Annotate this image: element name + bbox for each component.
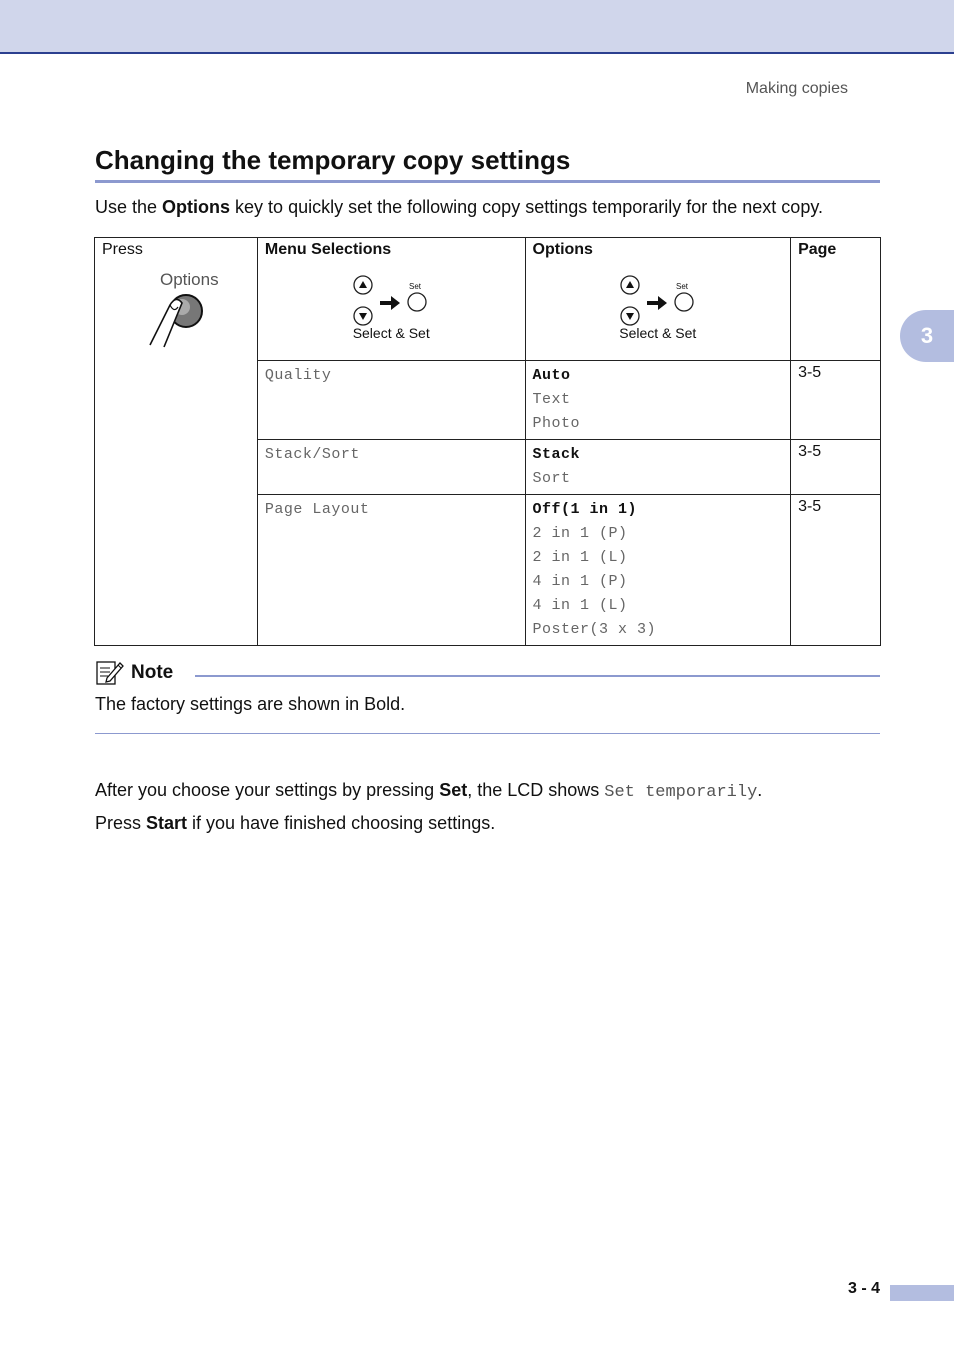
option-item: Poster(3 x 3): [532, 621, 657, 638]
note-rule: [195, 675, 880, 677]
set-key-ref: Set: [439, 780, 468, 800]
set-label: Set: [675, 282, 688, 291]
note-bottom-rule: [95, 733, 880, 734]
note-pencil-icon: [95, 658, 125, 688]
note-box: [95, 658, 880, 715]
page-cell: 3-5: [791, 440, 881, 495]
header-band: [0, 0, 954, 54]
after-text: .: [757, 780, 763, 800]
chapter-tab: 3: [900, 310, 954, 362]
lcd-message: Set temporarily: [604, 783, 758, 802]
title-rule: [95, 180, 880, 183]
after-text: Press: [95, 813, 147, 833]
set-label: Set: [409, 282, 422, 291]
page-number: 3 - 4: [847, 1280, 880, 1297]
intro-post: key to quickly set the following copy settings temporarily for the next copy.: [230, 197, 823, 217]
after-text: if you have finished choosing settings.: [187, 813, 496, 833]
menu-cell: Stack/Sort: [257, 440, 525, 495]
after-paragraph: [95, 775, 762, 839]
intro-key: Options: [162, 197, 231, 217]
page-cell: 3-5: [791, 495, 881, 646]
options-header-cell: [525, 238, 791, 361]
intro-paragraph: [95, 197, 823, 218]
option-item: 4 in 1 (P): [532, 573, 628, 590]
after-line-2: [95, 808, 762, 839]
option-item: Photo: [532, 415, 581, 432]
select-set-caption: Select & Set: [352, 325, 430, 341]
page-cell: 3-5: [791, 361, 881, 440]
options-cell: [525, 495, 791, 646]
default-option: Stack: [532, 446, 581, 463]
menu-cell: Page Layout: [257, 495, 525, 646]
page-header-cell: [791, 238, 881, 361]
options-header: Options: [532, 241, 593, 258]
menu-header: Menu Selections: [264, 241, 392, 258]
running-head: Making copies: [745, 80, 848, 97]
menu-cell: Quality: [257, 361, 525, 440]
footer-band: [890, 1285, 954, 1301]
press-cell: [95, 238, 258, 646]
options-cell: [525, 440, 791, 495]
menu-header-cell: [257, 238, 525, 361]
note-title: Note: [131, 662, 174, 683]
select-set-caption: Select & Set: [619, 325, 697, 341]
default-option: Off(1 in 1): [532, 501, 638, 518]
option-item: 2 in 1 (P): [532, 525, 628, 542]
options-key-label: Options: [160, 270, 219, 289]
option-item: Text: [532, 391, 571, 408]
table-header-row: [95, 238, 881, 361]
start-key-ref: Start: [146, 813, 188, 833]
page-title: Changing the temporary copy settings: [95, 145, 571, 175]
default-option: Auto: [532, 367, 571, 384]
options-key-icon: [140, 267, 220, 357]
option-item: 4 in 1 (L): [532, 597, 628, 614]
option-item: Sort: [532, 470, 571, 487]
after-line-1: [95, 775, 762, 808]
note-text: The factory settings are shown in Bold.: [95, 694, 406, 714]
page-header: Page: [798, 241, 837, 258]
after-text: , the LCD shows: [467, 780, 605, 800]
option-item: 2 in 1 (L): [532, 549, 628, 566]
intro-pre: Use the: [95, 197, 163, 217]
press-label: Press: [102, 241, 143, 258]
after-text: After you choose your settings by pressing: [95, 780, 440, 800]
options-cell: [525, 361, 791, 440]
settings-table: [94, 237, 881, 646]
